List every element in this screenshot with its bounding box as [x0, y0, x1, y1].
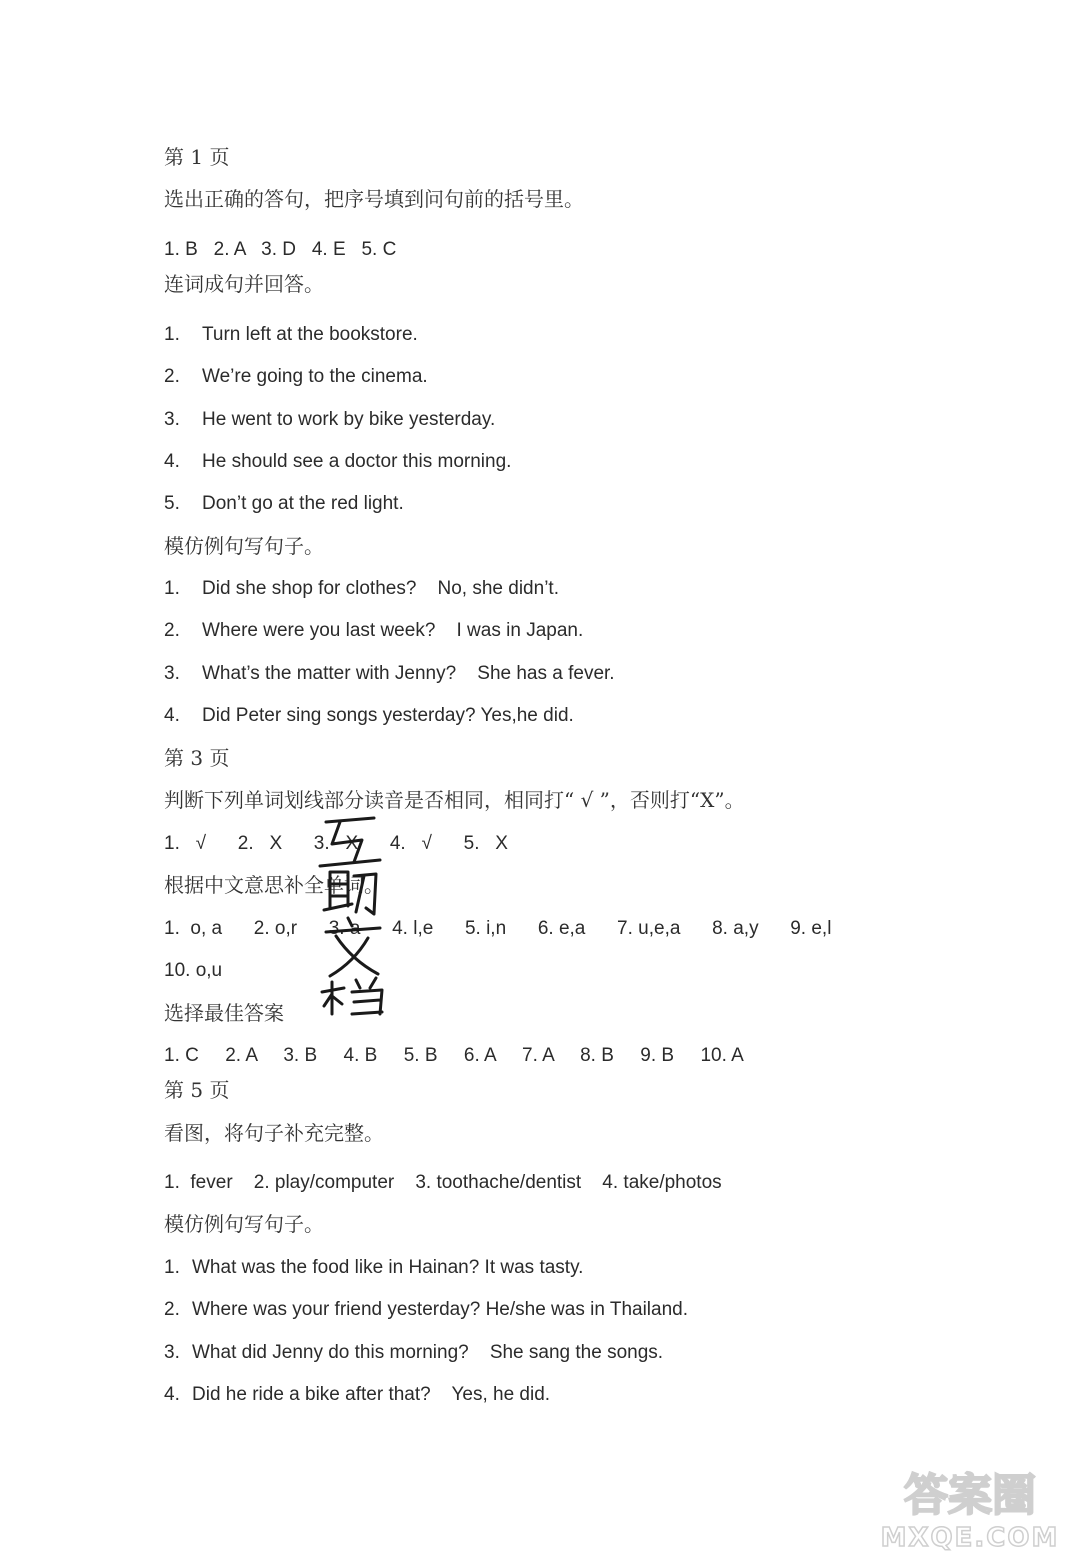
list-item: 4. He should see a doctor this morning. [164, 451, 512, 472]
section-complete-words-heading: 根据中文意思补全单词。 [164, 873, 384, 897]
list-item: 1. Turn left at the bookstore. [164, 324, 418, 345]
list-item: 3. What’s the matter with Jenny? She has a fever. [164, 663, 615, 684]
section-picture-answers: 1. fever 2. play/computer 3. toothache/dentist 4. take/photos [164, 1172, 722, 1193]
section-picture-heading: 看图，将句子补充完整。 [164, 1121, 384, 1145]
section-word-order-heading: 连词成句并回答。 [164, 272, 324, 296]
list-item: 4. Did he ride a bike after that? Yes, he did. [164, 1384, 551, 1405]
section-pronunciation-answers: 1. √ 2. X 3. X 4. √ 5. X [164, 833, 508, 854]
list-item: 4. Did Peter sing songs yesterday? Yes,he did. [164, 705, 574, 726]
list-item: 1. What was the food like in Hainan? It was tasty. [164, 1257, 584, 1278]
list-item: 2. We’re going to the cinema. [164, 366, 428, 387]
handwritten-watermark [296, 810, 406, 1020]
section-pronunciation-heading: 判断下列单词划线部分读音是否相同，相同打“ √ ”，否则打“X”。 [164, 788, 745, 812]
section-choose-answer-answers: 1. B 2. A 3. D 4. E 5. C [164, 239, 397, 260]
page-3-title: 第 3 页 [164, 746, 230, 770]
section-imitate-heading: 模仿例句写句子。 [164, 534, 324, 558]
svg-text:MXQE.COM: MXQE.COM [880, 1523, 1060, 1553]
list-item: 2. Where was your friend yesterday? He/she was in Thailand. [164, 1299, 689, 1320]
list-item: 1. Did she shop for clothes? No, she didn’t. [164, 578, 559, 599]
section-complete-words-answers-2: 10. o,u [164, 960, 223, 981]
list-item: 2. Where were you last week? I was in Japan. [164, 620, 584, 641]
list-item: 3. What did Jenny do this morning? She sang the songs. [164, 1342, 664, 1363]
section-imitate-heading-2: 模仿例句写句子。 [164, 1212, 324, 1236]
section-best-answer-answers: 1. C 2. A 3. B 4. B 5. B 6. A 7. A 8. B 9. B 10. A [164, 1045, 744, 1066]
page-5-title: 第 5 页 [164, 1078, 230, 1102]
list-item: 5. Don’t go at the red light. [164, 493, 404, 514]
section-choose-answer-heading: 选出正确的答句，把序号填到问句前的括号里。 [164, 187, 584, 211]
list-item: 3. He went to work by bike yesterday. [164, 409, 496, 430]
section-best-answer-heading: 选择最佳答案 [164, 1001, 284, 1025]
svg-text:答案圈: 答案圈 [904, 1470, 1036, 1521]
site-logo-watermark [870, 1454, 1070, 1554]
section-complete-words-answers: 1. o, a 2. o,r 3. a 4. l,e 5. i,n 6. e,a 7. u,e,a 8. a,y 9. e,l [164, 918, 832, 939]
page-1-title: 第 1 页 [164, 145, 230, 169]
